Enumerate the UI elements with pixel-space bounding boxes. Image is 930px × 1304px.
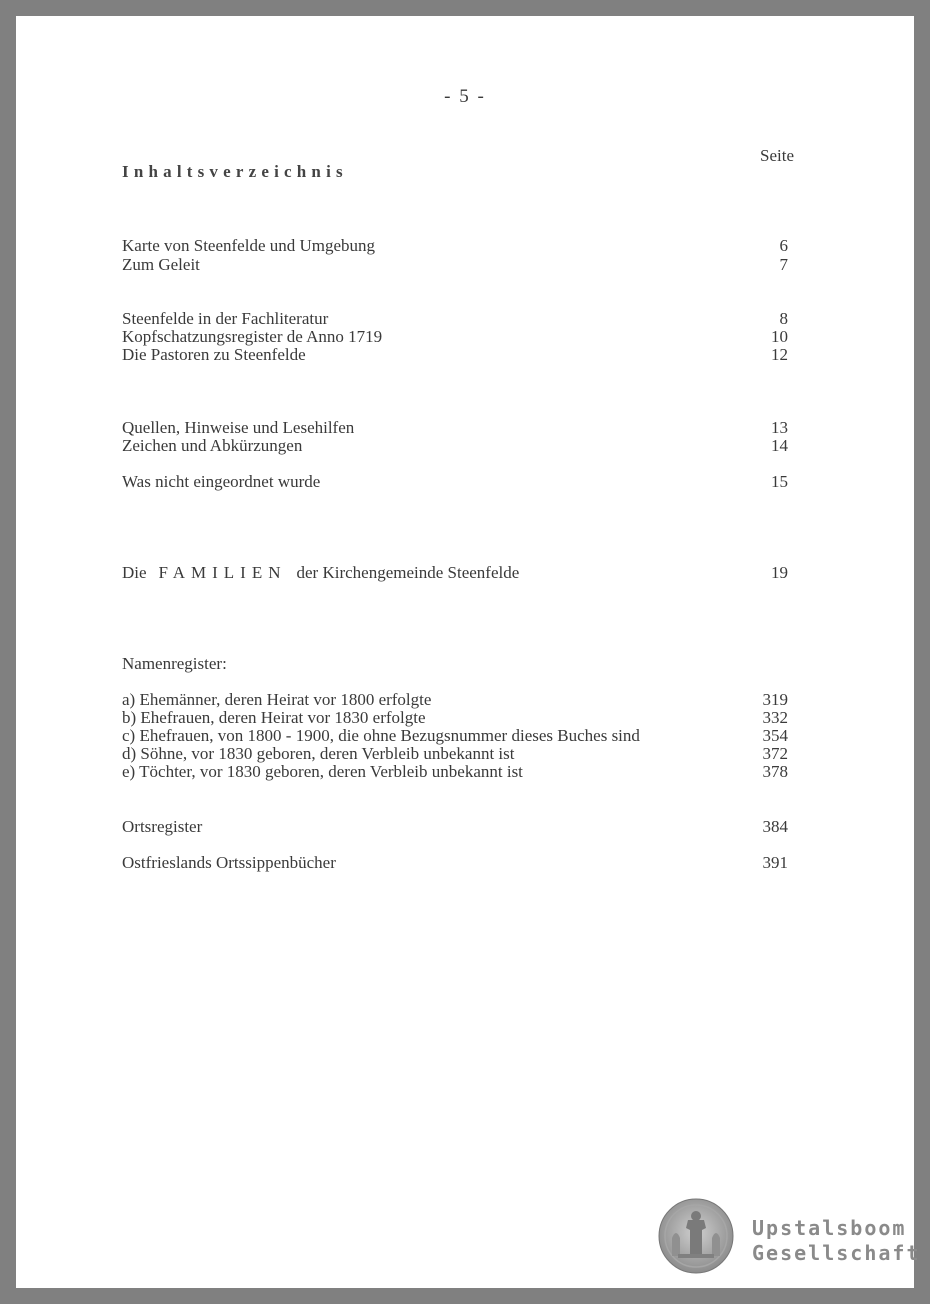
document-page <box>16 16 921 1288</box>
toc-entry-page: 8 <box>779 309 788 328</box>
toc-entry-title: Die Pastoren zu Steenfelde <box>122 345 306 364</box>
toc-entry-page: 391 <box>762 853 788 872</box>
toc-entry-page: 19 <box>771 563 788 582</box>
toc-entry-title: Quellen, Hinweise und Lesehilfen <box>122 418 355 437</box>
toc-entry-title: b) Ehefrauen, deren Heirat vor 1830 erfolgte <box>122 708 426 727</box>
toc-entry-page: 332 <box>762 708 788 727</box>
toc-entry <box>122 472 788 491</box>
toc-entry-page: 354 <box>762 726 788 745</box>
toc-entry-title: Was nicht eingeordnet wurde <box>122 472 321 491</box>
toc-entry-title: d) Söhne, vor 1830 geboren, deren Verbleib unbekannt ist <box>122 744 515 763</box>
toc-entry-title: Steenfelde in der Fachliteratur <box>122 309 329 328</box>
toc-entry <box>122 418 788 437</box>
toc-entry-page: 372 <box>762 744 788 763</box>
toc-entry-title: Ortsregister <box>122 817 203 836</box>
toc-entry-page: 14 <box>771 436 788 455</box>
toc-entry-title: Zeichen und Abkürzungen <box>122 436 303 455</box>
toc-entry-page: 10 <box>771 327 788 346</box>
toc-entry-page: 378 <box>762 762 788 781</box>
toc-entry-page: 7 <box>779 255 788 274</box>
society-seal-icon <box>658 1198 734 1274</box>
toc-entry-title: Ostfrieslands Ortssippenbücher <box>122 853 336 872</box>
toc-entry-title: c) Ehefrauen, von 1800 - 1900, die ohne Bezugsnummer dieses Buches sind <box>122 726 640 745</box>
toc-entry <box>122 708 788 727</box>
toc-entry <box>122 853 788 872</box>
toc-entry <box>122 744 788 763</box>
toc-entry-title <box>122 563 519 582</box>
namenregister-label: Namenregister: <box>122 654 227 673</box>
toc-entry <box>122 255 788 274</box>
toc-entry <box>122 690 788 709</box>
toc-entry-title: Karte von Steenfelde und Umgebung <box>122 236 376 255</box>
familien-emphasis: FAMILIEN <box>158 563 287 582</box>
toc-entry-page: 13 <box>771 418 788 437</box>
page-column-label: Seite <box>760 146 794 165</box>
page-number: - 5 - <box>444 86 486 107</box>
toc-entry <box>122 345 788 364</box>
toc-entry-title: e) Töchter, vor 1830 geboren, deren Verbleib unbekannt ist <box>122 762 523 781</box>
toc-entry <box>122 726 788 745</box>
toc-entry-title: Kopfschatzungsregister de Anno 1719 <box>122 327 383 346</box>
toc-heading: Inhaltsverzeichnis <box>122 162 348 181</box>
toc-entry-page: 12 <box>771 345 788 364</box>
toc-entry <box>122 817 788 836</box>
toc-entry-title: Zum Geleit <box>122 255 200 274</box>
familien-post: der Kirchengemeinde Steenfelde <box>296 563 520 582</box>
familien-pre: Die <box>122 563 147 582</box>
toc-entry <box>122 762 788 781</box>
toc-entry-familien <box>122 563 788 582</box>
brand-name-line1: Upstalsboom <box>752 1216 907 1240</box>
brand-name-line2: Gesellschaft <box>752 1241 921 1265</box>
toc-entry <box>122 327 788 346</box>
toc-entry-page: 319 <box>762 690 788 709</box>
toc-entry <box>122 309 788 328</box>
toc-entry-page: 6 <box>779 236 788 255</box>
toc-entry-page: 15 <box>771 472 788 491</box>
toc-entry <box>122 436 788 455</box>
toc-entry-title: a) Ehemänner, deren Heirat vor 1800 erfolgte <box>122 690 432 709</box>
toc-entry <box>122 236 788 255</box>
toc-entry-page: 384 <box>762 817 788 836</box>
